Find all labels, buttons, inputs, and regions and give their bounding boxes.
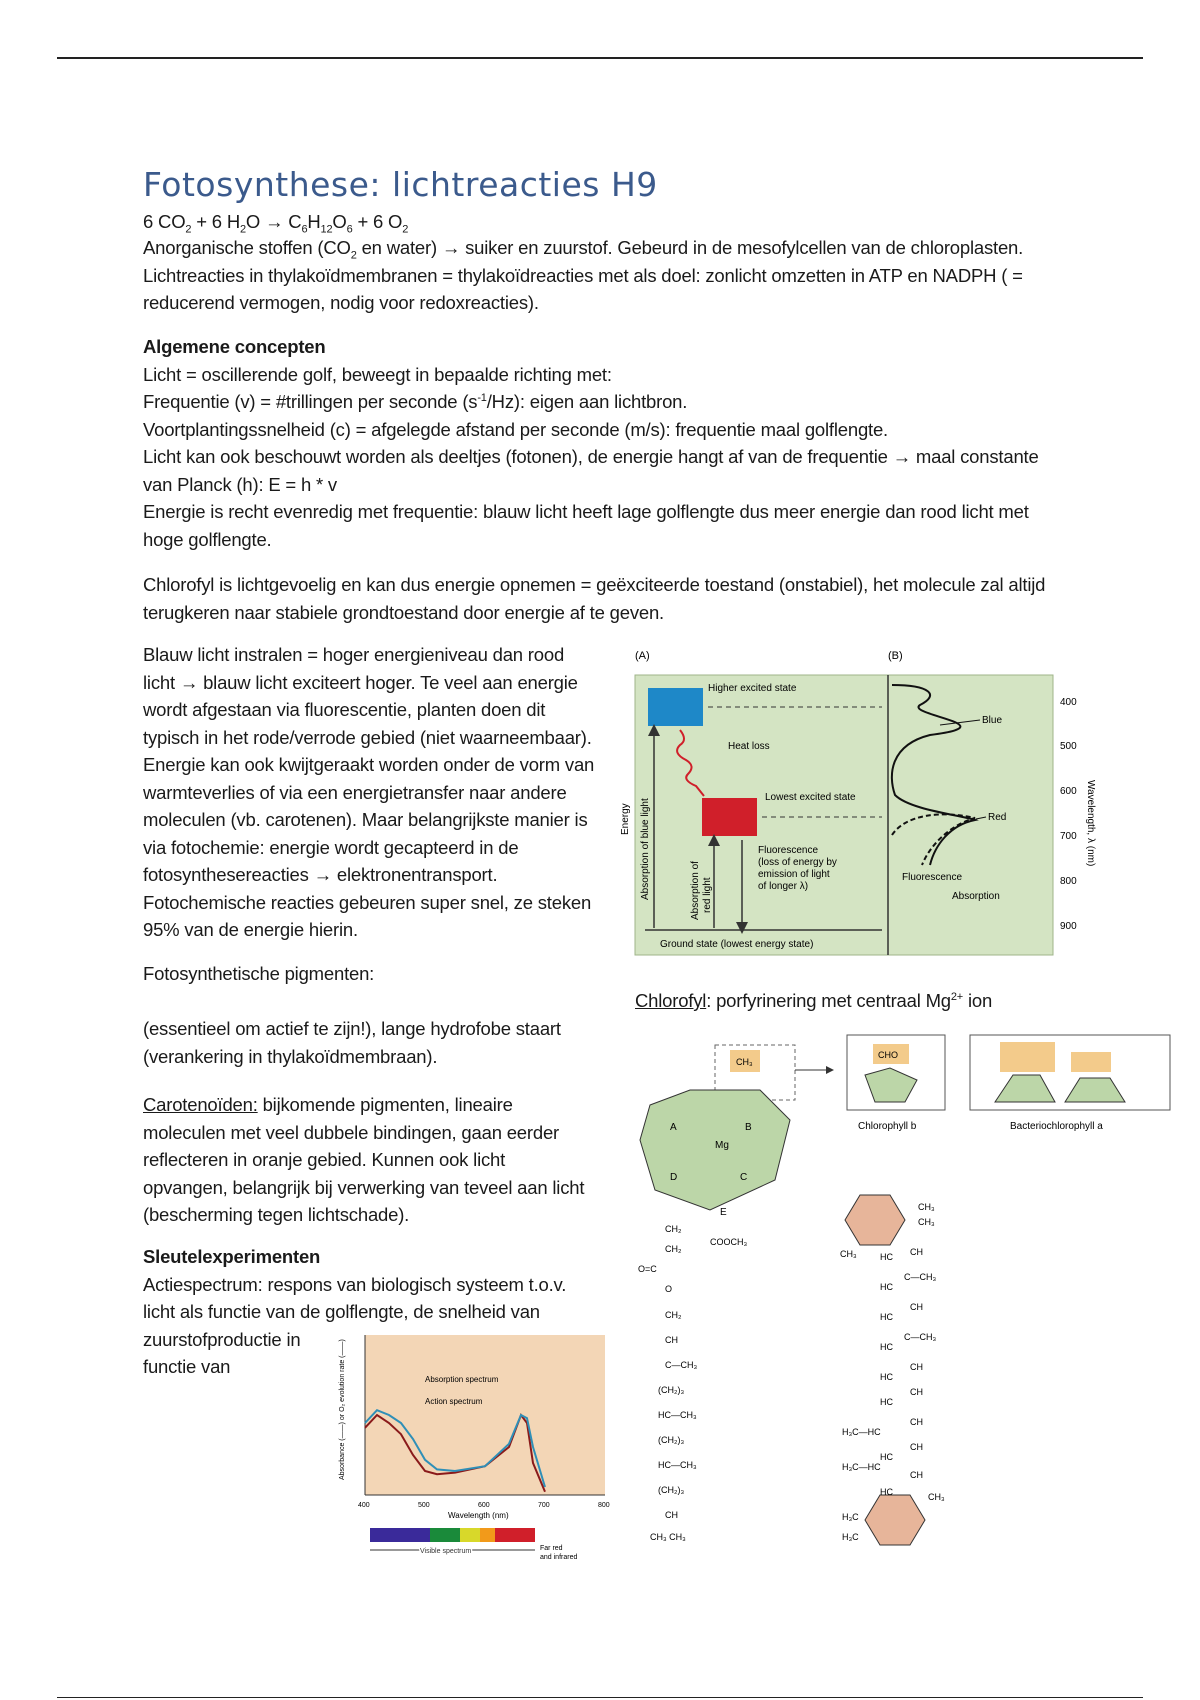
car-8: CH [910, 1302, 923, 1312]
visible-spectrum-label: Visible spectrum [420, 1548, 472, 1555]
chlorophyll-b-label: Chlorophyll b [858, 1121, 917, 1132]
abs-red-label-1: Absorption of [690, 861, 701, 920]
higher-label: Higher excited state [708, 683, 797, 694]
x-tick-800: 800 [598, 1502, 610, 1509]
tail-9: (CH₂)₃ [658, 1435, 685, 1445]
car-18: CH [910, 1442, 923, 1452]
tail-13: CH₃ CH₃ [650, 1532, 686, 1542]
series-annotation-0: Absorption spectrum [425, 1375, 499, 1384]
ring-a: A [670, 1122, 677, 1133]
coo-label: COOCH₃ [710, 1237, 748, 1247]
footer-rule [57, 1697, 1143, 1698]
blue-label: Blue [982, 715, 1003, 726]
ch3-box-text: CH₃ [736, 1057, 753, 1067]
tick-700: 700 [1060, 831, 1077, 842]
carotene-bottom-ring [865, 1495, 925, 1545]
tick-600: 600 [1060, 786, 1077, 797]
page-title: Fotosynthese: lichtreacties H9 [143, 165, 658, 204]
car-12: CH [910, 1362, 923, 1372]
series-annotation-1: Action spectrum [425, 1397, 483, 1406]
tick-900: 900 [1060, 921, 1077, 932]
car-3: HC [880, 1252, 893, 1262]
ring-d: D [670, 1172, 678, 1183]
car-22: CH₃ [928, 1492, 945, 1502]
key-experiments-section: Sleutelexperimenten Actiespectrum: respons van biologisch systeem t.o.v. licht als functie van de golflengte, de snelheid van zuurstofproductie in functie van [143, 1246, 567, 1377]
car-13: HC [880, 1397, 893, 1407]
chlorophyll-paragraph: Chlorofyl is lichtgevoelig en kan dus energie opnemen = geëxciteerde toestand (onstabiel), het molecule zal altijd terugkeren naar stabiele grondtoestand door energie af te geven. [143, 574, 1046, 623]
car-16: CH [910, 1417, 923, 1427]
panel-a-label: (A) [635, 650, 650, 662]
fluor-label-4: of longer λ) [758, 881, 809, 892]
car-9: HC [880, 1342, 893, 1352]
cho-label: CHO [878, 1050, 898, 1060]
ring-e: E [720, 1207, 727, 1218]
far-red-label-2: and infrared [540, 1554, 578, 1561]
tail-10: HC—CH₃ [658, 1460, 697, 1470]
x-tick-400: 400 [358, 1502, 370, 1509]
x-axis-label: Wavelength (nm) [448, 1511, 509, 1520]
car-14: CH [910, 1387, 923, 1397]
car-7: HC [880, 1312, 893, 1322]
tick-800: 800 [1060, 876, 1077, 887]
red-label: Red [988, 812, 1007, 823]
tail-7: (CH₂)₃ [658, 1385, 685, 1395]
tail-0: CH₂ [665, 1224, 682, 1234]
car-2: CH₃ [840, 1249, 857, 1259]
absorption-label: Absorption [952, 891, 1000, 902]
car-4: CH [910, 1247, 923, 1257]
tail-5: CH [665, 1335, 678, 1345]
pigments-line: Fotosynthetische pigmenten: [143, 963, 375, 984]
tick-500: 500 [1060, 741, 1077, 752]
wavelength-axis-label: Wavelength, λ (nm) [1085, 780, 1096, 867]
chart-plot-area [365, 1335, 605, 1495]
car-15: H₃C—HC [842, 1427, 881, 1437]
energy-label: Energy [620, 803, 631, 835]
car-21: HC [880, 1487, 893, 1497]
car-20: CH [910, 1470, 923, 1480]
car-17: HC [880, 1452, 893, 1462]
tail-12: CH [665, 1510, 678, 1520]
intro-paragraph: Anorganische stoffen ($CO_2$ en water) → suiker en zuurstof. Gebeurd in de mesofylcellen van de chloroplasten. Lichtreacties in thylakoïdmembranen = thylakoïdreacties met als doel: zonlicht omzetten in ATP en NADPH ( = reducerend vermogen, nodig voor redoxreacties). [143, 237, 1024, 313]
x-tick-600: 600 [478, 1502, 490, 1509]
tail-8: HC—CH₃ [658, 1410, 697, 1420]
carotene-top-ring [845, 1195, 905, 1245]
tail-1: CH₂ [665, 1244, 682, 1254]
y-axis-label: Absorbance (——) or O₂ evolution rate (——) [339, 1339, 346, 1480]
chlorophyll-molecule [610, 1030, 870, 1550]
car-1: CH₃ [918, 1217, 935, 1227]
energy-level-figure [620, 645, 1100, 960]
x-tick-700: 700 [538, 1502, 550, 1509]
car-5: HC [880, 1282, 893, 1292]
tail-3: O [665, 1284, 673, 1294]
far-red-label-1: Far red [540, 1545, 563, 1552]
x-tick-500: 500 [418, 1502, 430, 1509]
chlorophyll-variants [845, 1030, 1175, 1160]
car-19: H₃C—HC [842, 1462, 881, 1472]
car-23: H₃C [842, 1512, 859, 1522]
car-24: H₃C [842, 1532, 859, 1542]
tail-6: C—CH₃ [665, 1360, 698, 1370]
mg-label: Mg [715, 1140, 729, 1151]
concepts-section: Algemene concepten Licht = oscillerende golf, beweegt in bepaalde richting met: Frequentie (v) = #trillingen per seconde $(s^{-1}/Hz)$: eigen aan lichtbron. Voortplantingssnelheid (c) = afgelegde afstand per seconde (m/s): frequentie maal golflengte. Licht kan ook beschouwt worden als deeltjes (fotonen), de energie hangt af van de frequentie → maal constante van Planck (h): E = h * v Energie is recht evenredig met frequentie: blauw licht heeft lage golflengte dus meer energie dan rood licht met hoge golflengte. [143, 336, 1039, 550]
car-10: C—CH₃ [904, 1332, 937, 1342]
bacteriochlorophyll-label: Bacteriochlorophyll a [1010, 1121, 1103, 1132]
abs-blue-label: Absorption of blue light [640, 798, 651, 900]
car-6: C—CH₃ [904, 1272, 937, 1282]
car-0: CH₃ [918, 1202, 935, 1212]
concepts-heading: Algemene concepten [143, 336, 326, 357]
ring-c: C [740, 1172, 748, 1183]
essential-paragraph: (essentieel om actief te zijn!), lange hydrofobe staart (verankering in thylakoïdmembraan). [143, 1018, 561, 1067]
heat-label: Heat loss [728, 741, 770, 752]
tick-400: 400 [1060, 697, 1077, 708]
carotenoids-paragraph: Carotenoïden: bijkomende pigmenten, lineaire moleculen met veel dubbele bindingen, gaan eerder reflecteren in oranje gebied. Kunnen ook licht opvangen, belangrijk bij verwerking van teveel aan licht (bescherming tegen lichtschade). [143, 1094, 585, 1225]
ring-b: B [745, 1122, 752, 1133]
higher-excited-state-box [648, 688, 703, 726]
blue-light-paragraph: Blauw licht instralen = hoger energieniveau dan rood licht → blauw licht exciteert hoger. Te veel aan energie wordt afgestaan via fluorescentie, planten doen dit typisch in het rode/verrode gebied (niet waarneembaar). Energie kan ook kwijtgeraakt worden onder de vorm van warmteverlies of via een energietransfer naar andere moleculen (vb. carotenen). Maar belangrijkste manier is via fotochemie: energie wordt gecapteerd in de fotosynthesereacties → elektronentransport. Fotochemische reacties gebeuren super snel, ze steken 95% van de energie hierin. [143, 644, 595, 940]
fluor-label-2: (loss of energy by [758, 857, 837, 868]
spectrum-chart [330, 1330, 610, 1575]
tail-11: (CH₂)₃ [658, 1485, 685, 1495]
ground-label: Ground state (lowest energy state) [660, 939, 814, 950]
panel-b-label: (B) [888, 650, 903, 662]
lowest-label: Lowest excited state [765, 792, 856, 803]
fluor-label-3: emission of light [758, 869, 830, 880]
car-11: HC [880, 1372, 893, 1382]
lowest-excited-state-box [702, 798, 757, 836]
tail-2: O=C [638, 1264, 657, 1274]
header-rule [57, 57, 1143, 59]
equation: 6 $CO_2 + 6$ $H_2O \to C_6H_{12}O_6 + 6$ $O_2$ [143, 211, 409, 236]
chlorophyll-caption: Chlorofyl: porfyrinering met centraal $Mg^{2+}$ ion [635, 990, 993, 1011]
tail-4: CH₂ [665, 1310, 682, 1320]
fluorescence-label: Fluorescence [902, 872, 963, 883]
carotene-molecule [840, 1195, 980, 1565]
key-experiments-heading: Sleutelexperimenten [143, 1246, 321, 1267]
fluor-label-1: Fluorescence [758, 845, 819, 856]
abs-red-label-2: red light [702, 877, 713, 913]
